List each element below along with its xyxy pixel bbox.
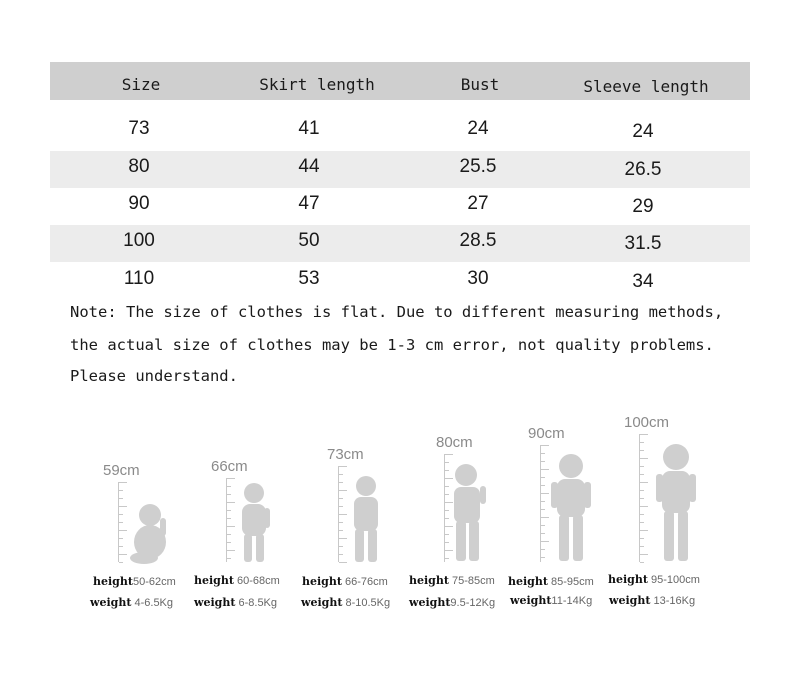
baby-sitting-silhouette xyxy=(120,500,180,564)
toddler-standing-silhouette xyxy=(232,480,276,564)
ruler-tick xyxy=(640,546,644,547)
child-standing-silhouette xyxy=(448,462,494,564)
ruler-tick xyxy=(541,509,545,510)
cell-size: 110 xyxy=(123,268,155,289)
ruler-tick xyxy=(339,466,347,467)
ruler-tick xyxy=(541,525,545,526)
height-marker: 80cm xyxy=(436,434,473,451)
height-range: height 85-95cm xyxy=(508,575,594,588)
cell-bust: 30 xyxy=(467,268,489,289)
height-marker: 66cm xyxy=(211,458,248,475)
header-sleeve-length: Sleeve length xyxy=(583,77,709,96)
ruler-tick xyxy=(227,478,235,479)
table-row xyxy=(50,188,750,225)
cell-size: 80 xyxy=(128,156,150,177)
height-range: height50-62cm xyxy=(93,575,176,588)
ruler-tick xyxy=(640,514,644,515)
ruler-tick xyxy=(640,482,648,483)
weight-range: weight 4-6.5Kg xyxy=(90,596,174,609)
cell-skirt-length: 44 xyxy=(298,156,320,177)
weight-range: weight 8-10.5Kg xyxy=(301,596,391,609)
height-marker: 73cm xyxy=(327,446,364,463)
ruler-tick xyxy=(640,530,648,531)
ruler-tick xyxy=(445,454,453,455)
ruler-tick xyxy=(227,510,231,511)
cell-bust: 28.5 xyxy=(459,230,497,251)
ruler-tick xyxy=(119,482,127,483)
height-marker: 90cm xyxy=(528,425,565,442)
table-header xyxy=(50,62,750,100)
table-row xyxy=(50,262,750,299)
weight-range: weight9.5-12Kg xyxy=(409,596,496,609)
ruler-tick xyxy=(119,490,123,491)
table-row xyxy=(50,225,750,262)
measuring-ruler xyxy=(118,482,119,562)
cell-skirt-length: 47 xyxy=(298,193,320,214)
note-line-2: the actual size of clothes may be 1-3 cm error, not quality problems. xyxy=(70,336,714,354)
height-range: height 75-85cm xyxy=(409,574,495,587)
measuring-ruler xyxy=(540,445,541,562)
weight-range: weight 6-8.5Kg xyxy=(194,596,278,609)
cell-sleeve-length: 29 xyxy=(632,196,654,217)
measuring-ruler xyxy=(639,434,640,562)
ruler-tick xyxy=(541,453,545,454)
cell-sleeve-length: 24 xyxy=(632,121,654,142)
header-skirt-length: Skirt length xyxy=(259,75,375,94)
ruler-tick xyxy=(227,558,231,559)
child-standing-silhouette xyxy=(548,452,594,564)
ruler-tick xyxy=(339,506,343,507)
ruler-tick xyxy=(640,562,644,563)
measuring-ruler xyxy=(444,454,445,562)
ruler-tick xyxy=(339,530,343,531)
ruler-tick xyxy=(640,554,648,555)
cell-bust: 24 xyxy=(467,118,489,139)
cell-skirt-length: 41 xyxy=(298,118,320,139)
cell-skirt-length: 50 xyxy=(298,230,320,251)
header-bust: Bust xyxy=(460,75,500,94)
ruler-tick xyxy=(640,522,644,523)
ruler-tick xyxy=(227,518,231,519)
height-range: height 66-76cm xyxy=(302,575,388,588)
ruler-tick xyxy=(541,485,545,486)
ruler-tick xyxy=(541,557,545,558)
measuring-ruler xyxy=(226,478,227,562)
ruler-tick xyxy=(227,534,231,535)
height-marker: 100cm xyxy=(624,414,670,431)
cell-size: 100 xyxy=(123,230,155,251)
ruler-tick xyxy=(640,538,644,539)
ruler-tick xyxy=(339,474,343,475)
ruler-tick xyxy=(339,554,343,555)
table-row xyxy=(50,151,750,188)
measuring-ruler xyxy=(338,466,339,562)
ruler-tick xyxy=(541,533,545,534)
ruler-tick xyxy=(227,542,231,543)
cell-sleeve-length: 26.5 xyxy=(624,159,662,180)
height-marker: 59cm xyxy=(103,462,140,479)
ruler-tick xyxy=(339,482,343,483)
ruler-tick xyxy=(541,549,545,550)
ruler-tick xyxy=(640,458,648,459)
height-range: height 95-100cm xyxy=(608,573,700,586)
cell-sleeve-length: 34 xyxy=(632,271,654,292)
ruler-tick xyxy=(339,546,343,547)
child-standing-silhouette xyxy=(652,442,700,564)
ruler-tick xyxy=(640,506,648,507)
weight-range: weight11-14Kg xyxy=(510,594,593,607)
ruler-tick xyxy=(541,477,545,478)
note-line-3: Please understand. xyxy=(70,367,238,385)
ruler-tick xyxy=(640,450,644,451)
ruler-tick xyxy=(640,498,644,499)
cell-skirt-length: 53 xyxy=(298,268,320,289)
ruler-tick xyxy=(640,466,644,467)
ruler-tick xyxy=(339,522,343,523)
ruler-tick xyxy=(640,434,648,435)
ruler-tick xyxy=(119,498,123,499)
height-range: height 60-68cm xyxy=(194,574,280,587)
header-size: Size xyxy=(121,75,161,94)
ruler-tick xyxy=(227,486,231,487)
ruler-tick xyxy=(640,442,644,443)
cell-sleeve-length: 31.5 xyxy=(624,233,662,254)
cell-bust: 25.5 xyxy=(459,156,497,177)
note-line-1: Note: The size of clothes is flat. Due to different measuring methods, xyxy=(70,303,724,321)
ruler-tick xyxy=(640,474,644,475)
ruler-tick xyxy=(541,501,545,502)
ruler-tick xyxy=(541,445,549,446)
ruler-tick xyxy=(541,461,545,462)
ruler-tick xyxy=(227,494,231,495)
ruler-tick xyxy=(640,490,644,491)
toddler-standing-silhouette xyxy=(346,474,386,564)
table-row xyxy=(50,110,750,147)
ruler-tick xyxy=(339,498,343,499)
cell-bust: 27 xyxy=(467,193,489,214)
cell-size: 73 xyxy=(128,118,150,139)
cell-size: 90 xyxy=(128,193,150,214)
weight-range: weight 13-16Kg xyxy=(609,594,696,607)
